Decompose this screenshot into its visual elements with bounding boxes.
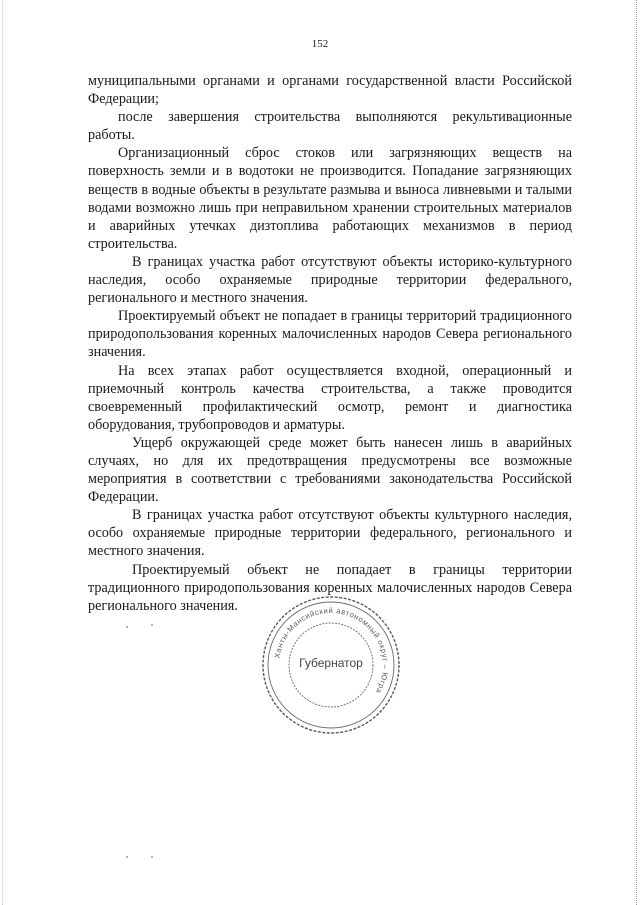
scan-speck <box>151 624 153 626</box>
document-body <box>88 72 572 615</box>
scan-speck <box>126 626 128 628</box>
paragraph-3: Организационный сброс стоков или загрязняющих веществ на поверхность земли и в водотоки не производится. Попадание загрязняющих веществ в водные объекты в результате размыва и выноса ливневыми и талыми водами возможно лишь при неправильном хранении строительных материалов и аварийных утечках дизтоплива работающих механизмов в период строительства. <box>88 145 572 252</box>
paragraph-4: В границах участка работ отсутствуют объекты историко-культурного наследия, особо охраняемые природные территории федерального, регионального и местного значения. <box>88 253 572 307</box>
scan-speck <box>126 856 128 858</box>
scan-edge-left <box>2 0 4 905</box>
paragraph-8: В границах участка работ отсутствуют объекты культурного наследия, особо охраняемые природные территории федерального, регионального и местного значения. <box>88 507 572 560</box>
paragraph-7: Ущерб окружающей среде может быть нанесен лишь в аварийных случаях, но для их предотвращения предусмотрены все возможные мероприятия в соответствии с требованиями законодательства Российской Федерации. <box>88 434 572 506</box>
paragraph-5: Проектируемый объект не попадает в границы территорий традиционного природопользования коренных малочисленных народов Севера регионального значения. <box>88 308 572 361</box>
stamp-ring-text: Ханты-Мансийский автономный округ – Югра <box>272 605 391 696</box>
paragraph-6: На всех этапах работ осуществляется входной, операционный и приемочный контроль качества строительства, а также проводится своевременный профилактический осмотр, ремонт и диагностика оборудования, трубопроводов и арматуры. <box>88 362 572 433</box>
svg-text:Ханты-Мансийский автономный ок <box>272 606 390 696</box>
paragraph-2: после завершения строительства выполняются рекультивационные работы. <box>88 109 572 144</box>
scan-speck <box>151 856 153 858</box>
page-number: 152 <box>311 38 329 50</box>
scan-edge-right <box>635 0 637 905</box>
paragraph-9: Проектируемый объект не попадает в границы территории традиционного природопользования коренных малочисленных народов Севера регионального значения. <box>88 561 572 614</box>
stamp-center-text: Губернатор <box>299 656 363 670</box>
official-stamp <box>260 594 402 736</box>
paragraph-1: муниципальными органами и органами государственной власти Российской Федерации; <box>88 73 572 108</box>
